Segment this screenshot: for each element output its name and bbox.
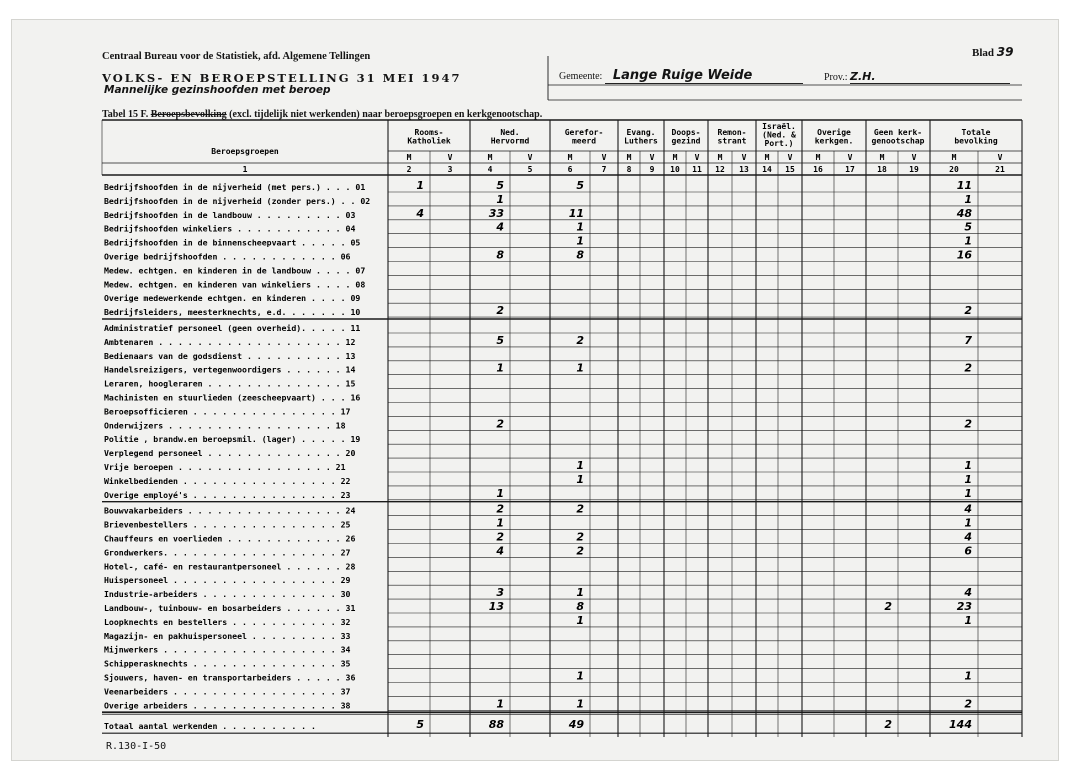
column-number: 2 bbox=[406, 165, 412, 174]
page-number-value: 39 bbox=[996, 45, 1014, 59]
row-label: Bouwvakarbeiders . . . . . . . . . . . . . . . . 24 bbox=[104, 505, 356, 516]
group-header-6: Israël. bbox=[762, 122, 796, 131]
column-number: 9 bbox=[649, 165, 655, 174]
group-header-6: (Ned. & bbox=[762, 130, 796, 140]
row-label: Huispersoneel . . . . . . . . . . . . . . . . . 29 bbox=[104, 575, 351, 586]
cell-value: 8 bbox=[576, 600, 584, 613]
row-label: Bedrijfshoofden in de nijverheid (zonder pers.) . . 02 bbox=[104, 195, 371, 206]
cell-value: 4 bbox=[964, 530, 972, 544]
table-title-rest: (excl. tijdelijk niet werkenden) naar beroepsgroepen en kerkgenootschap. bbox=[229, 109, 543, 120]
cell-value: 16 bbox=[956, 248, 972, 262]
row-header-number: 1 bbox=[242, 165, 248, 174]
table-struck-word: Beroepsbevolking bbox=[150, 109, 227, 120]
cell-value: 2 bbox=[576, 502, 584, 516]
cell-value: 1 bbox=[416, 179, 424, 192]
sex-label-m: M bbox=[764, 153, 770, 162]
group-header-4: gezind bbox=[671, 136, 701, 146]
sex-label-m: M bbox=[487, 153, 493, 162]
cell-value: 1 bbox=[496, 361, 504, 375]
cell-value: 1 bbox=[576, 220, 584, 234]
cell-value: 2 bbox=[964, 304, 972, 318]
row-label: Overige medewerkende echtgen. en kinderen . . . . 09 bbox=[104, 293, 361, 304]
cell-value: 2 bbox=[576, 544, 584, 558]
group-header-6: Port.) bbox=[764, 139, 794, 148]
row-label: Bedrijfshoofden winkeliers . . . . . . . . . . . 04 bbox=[104, 223, 356, 234]
column-number: 5 bbox=[527, 165, 533, 174]
row-label: Mijnwerkers . . . . . . . . . . . . . . . . . . 34 bbox=[104, 644, 351, 655]
cell-value: 1 bbox=[576, 586, 584, 600]
prov-value: Z.H. bbox=[850, 70, 1010, 84]
cell-value: 5 bbox=[496, 333, 504, 347]
gemeente-value: Lange Ruige Weide bbox=[605, 68, 803, 84]
row-label: Loopknechts en bestellers . . . . . . . . . . . 32 bbox=[104, 616, 351, 627]
group-header-3: Luthers bbox=[624, 136, 658, 146]
page-label: Blad bbox=[972, 47, 995, 59]
row-label: Hotel-, café- en restaurantpersoneel . . . . . . 28 bbox=[104, 561, 356, 572]
row-label: Medew. echtgen. en kinderen in de landbouw . . . . 07 bbox=[104, 265, 366, 276]
row-label: Vrije beroepen . . . . . . . . . . . . . . . . 21 bbox=[104, 462, 346, 472]
row-label: Verplegend personeel . . . . . . . . . . . . . . 20 bbox=[104, 448, 356, 459]
sex-label-v: V bbox=[694, 153, 700, 162]
sex-label-v: V bbox=[601, 153, 607, 162]
cell-value: 1 bbox=[964, 192, 972, 206]
subtitle-handwritten: Mannelijke gezinshoofden met beroep bbox=[104, 84, 331, 96]
cell-value: 6 bbox=[964, 544, 972, 558]
group-header-1: Ned. bbox=[500, 128, 520, 137]
column-number: 12 bbox=[715, 165, 725, 174]
cell-value: 1 bbox=[576, 234, 584, 248]
group-header-0: Katholiek bbox=[407, 136, 451, 146]
sex-label-v: V bbox=[741, 153, 747, 162]
column-number: 15 bbox=[785, 165, 795, 174]
cell-value: 2 bbox=[496, 502, 504, 516]
group-header-1: Hervormd bbox=[490, 136, 530, 146]
row-label: Handelsreizigers, vertegenwoordigers . . . . . . 14 bbox=[104, 364, 356, 375]
cell-value: 1 bbox=[576, 613, 584, 627]
cell-value: 48 bbox=[956, 206, 972, 220]
census-title: VOLKS- EN BEROEPSTELLING 31 MEI 1947 bbox=[102, 71, 462, 85]
row-label: Ambtenaren . . . . . . . . . . . . . . . . . . . 12 bbox=[104, 336, 356, 347]
cell-value: 5 bbox=[496, 179, 504, 192]
cell-value: 4 bbox=[496, 544, 504, 558]
form-code: R.130-I-50 bbox=[106, 741, 167, 752]
group-header-0: Rooms- bbox=[414, 128, 444, 137]
column-number: 16 bbox=[813, 165, 823, 174]
group-header-5: Remon- bbox=[717, 128, 747, 137]
column-number: 21 bbox=[995, 165, 1005, 174]
row-label: Bedrijfshoofden in de binnenscheepvaart . . . . . 05 bbox=[104, 237, 361, 248]
row-label: Politie , brandw.en beroepsmil. (lager) . . . . . 19 bbox=[104, 434, 361, 445]
cell-value: 3 bbox=[496, 586, 504, 600]
table-prefix: Tabel 15 F. bbox=[102, 109, 149, 120]
row-label: Machinisten en stuurlieden (zeescheepvaart) . . . 16 bbox=[104, 392, 361, 403]
cell-value: 2 bbox=[496, 304, 504, 318]
group-header-5: strant bbox=[717, 136, 747, 146]
sex-label-v: V bbox=[911, 153, 917, 162]
row-label: Leraren, hoogleraren . . . . . . . . . . . . . . 15 bbox=[104, 378, 356, 389]
row-label: Bedrijfshoofden in de nijverheid (met pers.) . . . 01 bbox=[104, 182, 366, 192]
column-number: 8 bbox=[626, 165, 632, 174]
row-label: Overige bedrijfshoofden . . . . . . . . . . . . 06 bbox=[104, 251, 351, 262]
cell-value: 5 bbox=[576, 179, 584, 192]
sex-label-v: V bbox=[649, 153, 655, 162]
cell-value: 2 bbox=[576, 530, 584, 544]
total-value: 5 bbox=[416, 718, 424, 732]
cell-value: 4 bbox=[964, 586, 972, 600]
cell-value: 8 bbox=[496, 248, 504, 262]
cell-value: 1 bbox=[964, 613, 972, 627]
cell-value: 2 bbox=[496, 417, 504, 431]
row-label: Schipperasknechts . . . . . . . . . . . . . . . 35 bbox=[104, 658, 351, 669]
column-number: 20 bbox=[949, 165, 959, 174]
cell-value: 1 bbox=[576, 669, 584, 683]
row-header-label: Beroepsgroepen bbox=[211, 147, 279, 156]
row-label: Onderwijzers . . . . . . . . . . . . . . . . . 18 bbox=[104, 420, 346, 431]
row-label: Brievenbestellers . . . . . . . . . . . . . . . 25 bbox=[104, 519, 351, 530]
cell-value: 1 bbox=[576, 361, 584, 375]
total-value: 144 bbox=[949, 718, 972, 732]
sex-label-m: M bbox=[815, 153, 821, 162]
sex-label-v: V bbox=[847, 153, 853, 162]
group-header-9: Totale bbox=[961, 128, 991, 137]
cell-value: 11 bbox=[956, 179, 972, 192]
sex-label-m: M bbox=[672, 153, 678, 162]
cell-value: 7 bbox=[964, 333, 972, 347]
cell-value: 13 bbox=[488, 600, 504, 613]
cell-value: 2 bbox=[496, 530, 504, 544]
column-number: 18 bbox=[877, 165, 887, 174]
sex-label-v: V bbox=[527, 153, 533, 162]
gemeente-label: Gemeente: bbox=[559, 71, 603, 82]
cell-value: 8 bbox=[576, 248, 584, 262]
row-label: Sjouwers, haven- en transportarbeiders . . . . . 36 bbox=[104, 672, 356, 683]
row-label: Chauffeurs en voerlieden . . . . . . . . . . . . 26 bbox=[104, 533, 356, 544]
column-number: 4 bbox=[487, 165, 493, 174]
row-label: Magazijn- en pakhuispersoneel . . . . . . . . . 33 bbox=[104, 630, 351, 641]
cell-value: 4 bbox=[416, 206, 424, 220]
row-label: Medew. echtgen. en kinderen van winkeliers . . . . 08 bbox=[104, 279, 366, 290]
cell-value: 2 bbox=[964, 697, 972, 711]
column-number: 17 bbox=[845, 165, 855, 174]
cell-value: 1 bbox=[576, 697, 584, 711]
row-label: Bedrijfsleiders, meesterknechts, e.d. . . . . . . 10 bbox=[104, 307, 361, 318]
row-label: Overige arbeiders . . . . . . . . . . . . . . . 38 bbox=[104, 700, 351, 711]
column-number: 6 bbox=[567, 165, 573, 174]
row-label: Industrie-arbeiders . . . . . . . . . . . . . . 30 bbox=[104, 589, 351, 600]
cell-value: 4 bbox=[496, 220, 504, 234]
cell-value: 1 bbox=[964, 234, 972, 248]
group-header-8: Geen kerk- bbox=[873, 128, 923, 137]
group-header-4: Doops- bbox=[671, 128, 701, 137]
total-value: 2 bbox=[884, 718, 892, 732]
cell-value: 23 bbox=[956, 600, 972, 613]
row-label: Grondwerkers. . . . . . . . . . . . . . . . . . 27 bbox=[104, 547, 351, 558]
cell-value: 2 bbox=[576, 333, 584, 347]
total-value: 88 bbox=[488, 718, 504, 732]
total-value: 49 bbox=[568, 718, 584, 732]
column-number: 7 bbox=[601, 165, 607, 174]
group-header-9: bevolking bbox=[954, 136, 998, 146]
column-number: 10 bbox=[670, 165, 680, 174]
sex-label-m: M bbox=[879, 153, 885, 162]
group-header-2: meerd bbox=[571, 136, 597, 146]
row-label: Bedrijfshoofden in de landbouw . . . . . . . . . 03 bbox=[104, 209, 356, 220]
prov-label: Prov.: bbox=[824, 72, 848, 83]
group-header-8: genootschap bbox=[871, 136, 925, 146]
cell-value: 1 bbox=[576, 472, 584, 486]
group-header-2: Gerefor- bbox=[564, 128, 604, 137]
sex-label-v: V bbox=[787, 153, 793, 162]
cell-value: 1 bbox=[576, 459, 584, 472]
cell-value: 1 bbox=[964, 516, 972, 530]
cell-value: 1 bbox=[496, 697, 504, 711]
sex-label-m: M bbox=[717, 153, 723, 162]
column-number: 14 bbox=[762, 165, 772, 174]
sex-label-m: M bbox=[567, 153, 573, 162]
row-label: Bedienaars van de godsdienst . . . . . . . . . . 13 bbox=[104, 350, 356, 361]
column-number: 3 bbox=[447, 165, 453, 174]
row-label: Landbouw-, tuinbouw- en bosarbeiders . . . . . . 31 bbox=[104, 603, 356, 613]
group-header-7: Overige bbox=[817, 128, 851, 137]
sex-label-v: V bbox=[447, 153, 453, 162]
row-label: Winkelbedienden . . . . . . . . . . . . . . . . 22 bbox=[104, 475, 351, 486]
cell-value: 1 bbox=[964, 669, 972, 683]
cell-value: 5 bbox=[964, 220, 972, 234]
cell-value: 2 bbox=[964, 417, 972, 431]
cell-value: 4 bbox=[964, 502, 972, 516]
cell-value: 1 bbox=[964, 472, 972, 486]
sex-label-m: M bbox=[951, 153, 957, 162]
institution-heading: Centraal Bureau voor de Statistiek, afd. Algemene Tellingen bbox=[102, 51, 371, 62]
column-number: 13 bbox=[739, 165, 749, 174]
total-row-label: Totaal aantal werkenden . . . . . . . . . . bbox=[104, 721, 316, 732]
cell-value: 11 bbox=[568, 206, 584, 220]
cell-value: 1 bbox=[496, 486, 504, 500]
sex-label-v: V bbox=[997, 153, 1003, 162]
cell-value: 1 bbox=[496, 516, 504, 530]
cell-value: 2 bbox=[884, 600, 892, 613]
row-label: Administratief personeel (geen overheid). . . . . 11 bbox=[104, 323, 361, 333]
row-label: Beroepsofficieren . . . . . . . . . . . . . . . 17 bbox=[104, 406, 351, 417]
cell-value: 33 bbox=[488, 206, 504, 220]
group-header-3: Evang. bbox=[626, 128, 656, 137]
cell-value: 2 bbox=[964, 361, 972, 375]
group-header-7: kerkgen. bbox=[814, 136, 854, 146]
cell-value: 1 bbox=[964, 459, 972, 472]
sex-label-m: M bbox=[406, 153, 412, 162]
row-label: Overige employé's . . . . . . . . . . . . . . . 23 bbox=[104, 489, 351, 500]
column-number: 19 bbox=[909, 165, 919, 174]
column-number: 11 bbox=[692, 165, 702, 174]
cell-value: 1 bbox=[964, 486, 972, 500]
cell-value: 1 bbox=[496, 192, 504, 206]
sex-label-m: M bbox=[626, 153, 632, 162]
row-label: Veenarbeiders . . . . . . . . . . . . . . . . . 37 bbox=[104, 686, 351, 697]
